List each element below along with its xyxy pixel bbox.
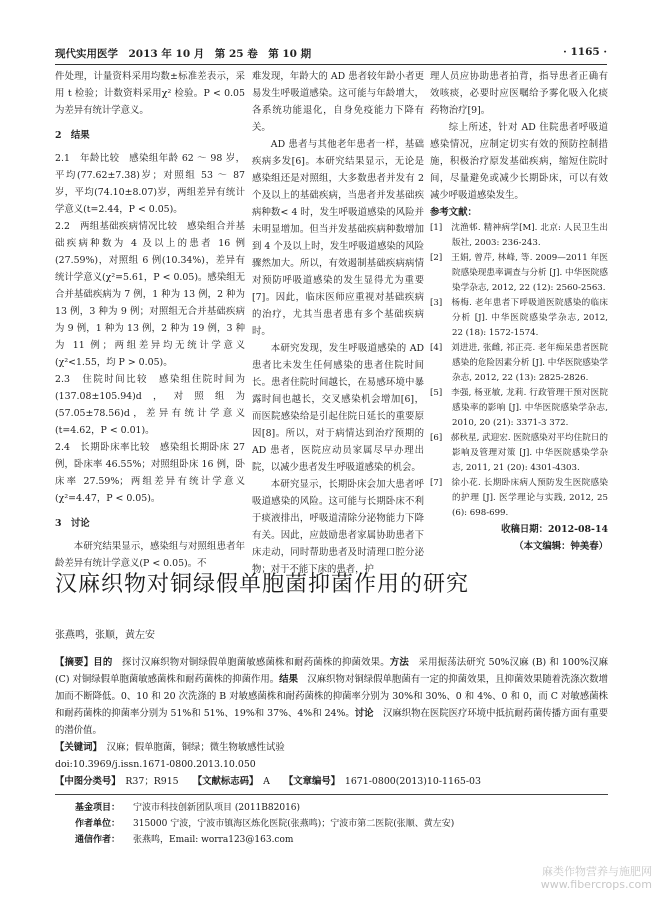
result-text: 汉麻织物对铜绿假单胞菌有一定的抑菌效果，且抑菌效果随着洗涤次数增加而不断降低。0、10 和 20 次洗涤的 B 对敏感菌株和耐药菌株的抑菌率分别为 30%和 30%、0 和 4%、0 和 0，而 C 对敏感菌株和耐药菌株的抑菌率分别为 51%和 51%、19%和 37%、4%和 24%。 [55, 674, 608, 719]
reference-item: [3] 杨梅. 老年患者下呼吸道医院感染的临床分析 [J]. 中华医院感染学杂志, 2012, 22 (18): 1572-1574. [430, 298, 608, 338]
keywords-label: 【关键词】 [55, 742, 98, 753]
abstract-block [55, 654, 608, 790]
reference-item: [4] 刘进进, 张雌, 祁正亮. 老年痴呆患者医院感染的危险因素分析 [J]. 中华医院感染学杂志, 2012, 22 (13): 2825-2826. [430, 343, 608, 383]
abstract-label: 【摘要】 [55, 657, 94, 668]
paragraph: 难发现，年龄大的 AD 患者较年龄小者更易发生呼吸道感染。这可能与年龄增大，各系统功能退化，自身免疫能力下降有关。 [252, 71, 424, 133]
fund-value: 宁波市科技创新团队项目 (2011B82016) [133, 803, 301, 813]
article-title: 汉麻织物对铜绿假单胞菌抑菌作用的研究 [55, 572, 470, 597]
paragraph: 本研究发现，发生呼吸道感染的 AD 患者比未发生任何感染的患者住院时间长。患者住院时间越长，在易感环境中暴露时间也越长，交叉感染机会增加[6]，而医院感染给是引起住院日延长的重要原因[8]。所以，对于病情达到治疗预期的 AD 患者，医院应动员家属尽早办理出院，以减少患者发生呼吸道感染的机会。 [252, 343, 424, 473]
watermark [541, 865, 652, 891]
fund-row [75, 800, 605, 816]
clc-value: R37；R915 [125, 776, 179, 787]
classification-line [55, 773, 608, 790]
unit-label: 作者单位： [75, 819, 121, 829]
unit-row [75, 816, 605, 832]
received-date: 收稿日期：2012-08-14 [501, 524, 608, 535]
references-heading: 参考文献： [430, 207, 477, 218]
column-middle [252, 68, 424, 578]
paragraph: AD 患者与其他老年患者一样，基础疾病多发[6]。本研究结果显示，无论是感染组还是对照组，大多数患者并发有 2 个及以上的基础疾病，当患者并发基础疾病种数< 4 时，发生呼吸道感染的风险并未明显增加。但当并发基础疾病种数增加到 4 个及以上时，发生呼吸道感染的风险骤然加大。所以，有效遏制基础疾病病情对预防呼吸道感染的发生显得尤为重要[7]。因此，临床医师应重视对基础疾病的治疗，尤其当患者患有多个基础疾病时。 [252, 139, 424, 337]
paragraph: 件处理，计量资料采用均数±标准差表示，采用 t 检验；计数资料采用χ² 检验。P < 0.05 为差异有统计学意义。 [55, 71, 245, 116]
watermark-url: www.fibercrops.com [540, 878, 652, 891]
reference-item: [6] 郝秋星, 武迎宏. 医院感染对平均住院日的影响及管理对策 [J]. 中华医院感染学杂志, 2011, 21 (20): 4301-4303. [430, 433, 608, 473]
editor-note: （本文编辑：钟美春） [514, 541, 608, 552]
footnote-block [75, 800, 605, 848]
section-heading: 3 讨论 [55, 518, 90, 529]
paragraph: 理人员应协助患者拍背，指导患者正确有效咳痰，必要时应医嘱给予雾化吸入化痰药物治疗[9]。 [430, 71, 608, 116]
conclusion-text: 汉麻织物在医院医疗环境中抵抗耐药菌传播方面有重要的潜价值。 [55, 708, 608, 736]
doi-line: doi:10.3969/j.issn.1671-0800.2013.10.050 [55, 759, 256, 770]
doc-code-value: A [263, 776, 270, 787]
reference-item: [2] 王娟, 曾芹, 林峰, 等. 2009—2011 年医院感染现患率调查与分析 [J]. 中华医院感染学杂志, 2012, 22 (12): 2560-2563. [430, 253, 608, 293]
keywords-line [55, 739, 608, 756]
running-header [55, 46, 607, 65]
purpose-text: 探讨汉麻织物对铜绿假单胞菌敏感菌株和耐药菌株的抑菌效果。 [121, 657, 390, 668]
abstract-text [55, 654, 608, 739]
reference-item: [5] 李强, 杨亚敏, 龙莉. 行政管理干预对医院感染率的影响 [J]. 中华医院感染学杂志, 2010, 20 (21): 3371-3 372. [430, 388, 608, 428]
reference-item: [1] 沈渔邨. 精神病学[M]. 北京: 人民卫生出版社, 2003: 236-243. [430, 223, 608, 248]
doc-code-label: 【文献标志码】 [197, 776, 254, 787]
page-number: · 1165 · [563, 46, 607, 58]
paragraph: 2.2 两组基础疾病情况比较 感染组合并基础疾病种数为 4 及以上的患者 16 例(27.59%)，对照组 6 例(10.34%)，差异有统计学意义(χ²=5.61，P < 0.05)。感染组无合并基础疾病为 7 例，1 种为 13 例，2 种为 13 例，3 种为 9 例；对照组无合并基础疾病为 9 例，1 种为 13 例，2 种为 19 例，3 种为 11 例；两组差异均无统计学意义(χ²<1.55，均 P > 0.05)。 [55, 221, 245, 368]
result-label: 结果 [279, 674, 298, 685]
article-number-label: 【文章编号】 [288, 776, 336, 787]
paragraph: 2.4 长期卧床率比较 感染组长期卧床 27 例，卧床率 46.55%；对照组卧床 16 例，卧床率 27.59%；两组差异有统计学意义(χ²=4.47，P < 0.05)。 [55, 442, 245, 504]
correspondence-row [75, 832, 605, 848]
paragraph: 本研究显示，长期卧床会加大患者呼吸道感染的风险。这可能与长期卧床不利于痰液排出，呼吸道清除分泌物能力下降有关。因此，应鼓励患者家属协助患者下床走动，同时帮助患者及时清理口腔分泌物；对于不能下床的患者，护 [252, 479, 424, 575]
paragraph: 综上所述，针对 AD 住院患者呼吸道感染情况，应制定切实有效的预防控制措施，积极治疗原发基础疾病，缩短住院时间，尽量避免或减少长期卧床，可以有效减少呼吸道感染发生。 [430, 122, 608, 201]
conclusion-label: 讨论 [354, 708, 374, 719]
section-heading: 2 结果 [55, 130, 90, 141]
paragraph: 2.3 住院时间比较 感染组住院时间为(137.08±105.94)d，对照组为(57.05±78.56)d，差异有统计学意义(t=4.62，P < 0.01)。 [55, 374, 245, 436]
clc-label: 【中图分类号】 [55, 776, 116, 787]
column-left [55, 68, 245, 572]
method-text: 采用振荡法研究 50%汉麻 (B) 和 100%汉麻 (C) 对铜绿假单胞菌敏感菌株和耐药菌株的抑菌作用。 [55, 657, 608, 685]
article-authors: 张燕鸣，张顺，黄左安 [55, 630, 155, 641]
correspondence-value: 张燕鸣，Email: worra123@163.com [133, 835, 294, 845]
purpose-label: 目的 [93, 657, 113, 668]
watermark-name: 麻类作物营养与施肥网 [542, 865, 652, 878]
correspondence-label: 通信作者： [75, 835, 121, 845]
paragraph: 2.1 年龄比较 感染组年龄 62 ～ 98 岁，平均(77.62±7.38)岁；对照组 53 ～ 87 岁，平均(74.10±8.07)岁，两组差异有统计学意义(t=2.44，P < 0.05)。 [55, 153, 245, 215]
journal-issue: 现代实用医学 2013 年 10 月 第 25 卷 第 10 期 [55, 48, 312, 60]
article-number-value: 1671-0800(2013)10-1165-03 [344, 776, 481, 787]
reference-item: [7] 徐小花. 长期卧床病人预防发生医院感染的护理 [J]. 医学理论与实践, 2012, 25 (6): 698-699. [430, 478, 608, 518]
method-label: 方法 [389, 657, 409, 668]
divider [55, 794, 608, 795]
fund-label: 基金项目： [75, 803, 121, 813]
unit-value: 315000 宁波，宁波市镇海区炼化医院(张燕鸣)；宁波市第二医院(张顺、黄左安) [133, 819, 455, 829]
column-right [430, 68, 608, 555]
paragraph: 本研究结果显示，感染组与对照组患者年龄差异有统计学意义(P < 0.05)。不 [55, 541, 245, 569]
keywords-text: 汉麻；假单胞菌，铜绿；微生物敏感性试验 [106, 742, 285, 753]
